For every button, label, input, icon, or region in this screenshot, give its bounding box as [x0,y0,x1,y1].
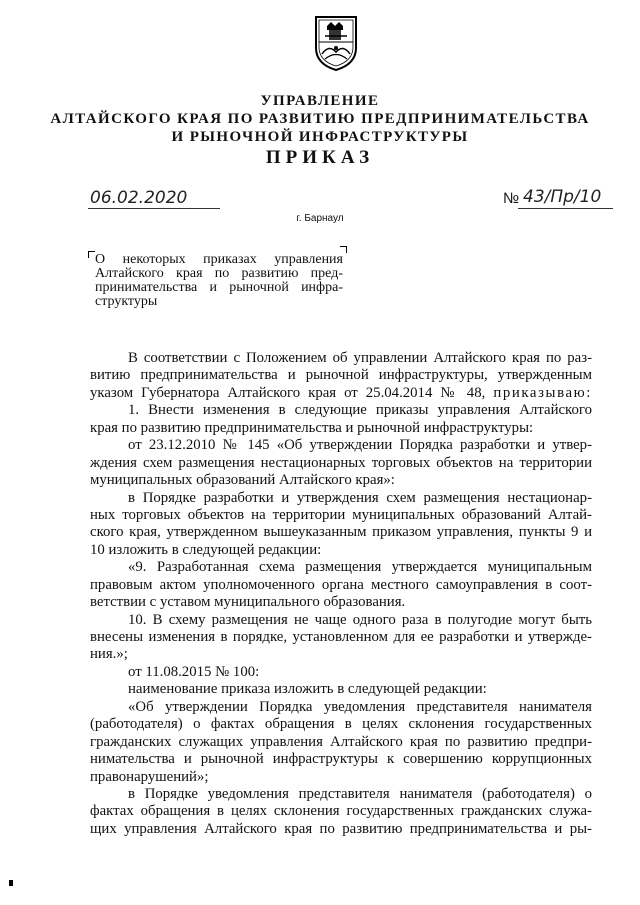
org-name-line-2: АЛТАЙСКОГО КРАЯ ПО РАЗВИТИЮ ПРЕДПРИНИМАТЕЛЬСТВА [50,111,590,127]
body-line: нимательства и рыночной инфраструктуры к совершению коррупционных [90,751,592,768]
body-line: 1. Внести изменения в следующие приказы управления Алтайского [128,402,592,419]
body-line: края по развитию предпринимательства и рыночной инфраструктуры: [90,419,534,436]
body-line: наименование приказа изложить в следующей редакции: [128,681,487,698]
body-line: гражданских служащих управления Алтайского края по развитию предпри- [90,733,592,750]
body-line: витию предпринимательства и рыночной инфраструктуры, утвержденным [90,367,592,384]
order-body [90,350,592,838]
body-line: ветствии с уставом муниципального образования. [90,594,406,611]
body-line [90,385,592,402]
body-text: указом Губернатора Алтайского края от 25.04.2014 № 48, [90,384,486,401]
date-underline [88,208,220,209]
order-subject [95,253,343,309]
body-line: фактах обращения в целях склонения государственных гражданских служа- [90,803,592,820]
number-sign: № [503,190,520,207]
subject-line: О некоторых приказах управления [95,252,343,267]
body-line: 10 изложить в следующей редакции: [90,541,322,558]
body-line: правовым актом уполномоченного органа местного самоуправления в соот- [90,576,592,593]
body-line: щих управления Алтайского края по развитию предпринимательства и ры- [90,820,592,837]
body-line: ния.»; [90,646,128,663]
order-verb: приказываю: [493,384,592,401]
body-line: от 23.12.2010 № 145 «Об утверждении Порядка разработки и утвер- [128,437,592,454]
body-line: в Порядке разработки и утверждения схем размещения нестационар- [128,489,592,506]
number-underline [518,208,613,209]
body-line: (работодателя) о фактах обращения в целях склонения государственных [90,716,592,733]
body-line: ского края, утвержденном вышеуказанным приказом управления, пункты 9 и [90,524,592,541]
body-line: от 11.08.2015 № 100: [128,663,260,680]
subject-line: принимательства и рыночной инфра- [95,280,343,295]
body-line: правонарушений»; [90,768,209,785]
org-name-line-1: УПРАВЛЕНИЕ [260,93,380,109]
subject-corner-left [88,251,95,258]
handwritten-order-number: 43/Пр/10 [523,187,602,207]
org-name-line-3: И РЫНОЧНОЙ ИНФРАСТРУКТУРЫ [171,129,469,145]
document-type-title: ПРИКАЗ [265,147,375,168]
scan-mark [9,880,13,886]
body-line: 10. В схему размещения не чаще одного раза в полугодие могут быть [128,611,592,628]
body-line: ных торговых объектов на территории муниципальных образований Алтай- [90,506,592,523]
handwritten-date: 06.02.2020 [90,188,188,208]
city: г. Барнаул [296,213,344,224]
subject-line: Алтайского края по развитию пред- [95,266,343,281]
body-line: «9. Разработанная схема размещения утверждается муниципальным [128,559,592,576]
body-line: в Порядке уведомления представителя нанимателя (работодателя) о [128,785,592,802]
body-line: внесены изменения в порядке, установленном для ее разработки и утвержде- [90,629,592,645]
subject-line: структуры [95,294,158,309]
body-line: В соответствии с Положением об управлении Алтайского края по раз- [128,350,592,366]
body-line: муниципальных образований Алтайского края»: [90,472,395,489]
body-line: «Об утверждении Порядка уведомления представителя нанимателя [128,698,592,715]
altai-krai-coat-of-arms-icon [313,14,359,72]
body-line: ждения схем размещения нестационарных торговых объектов на территории [90,454,592,471]
